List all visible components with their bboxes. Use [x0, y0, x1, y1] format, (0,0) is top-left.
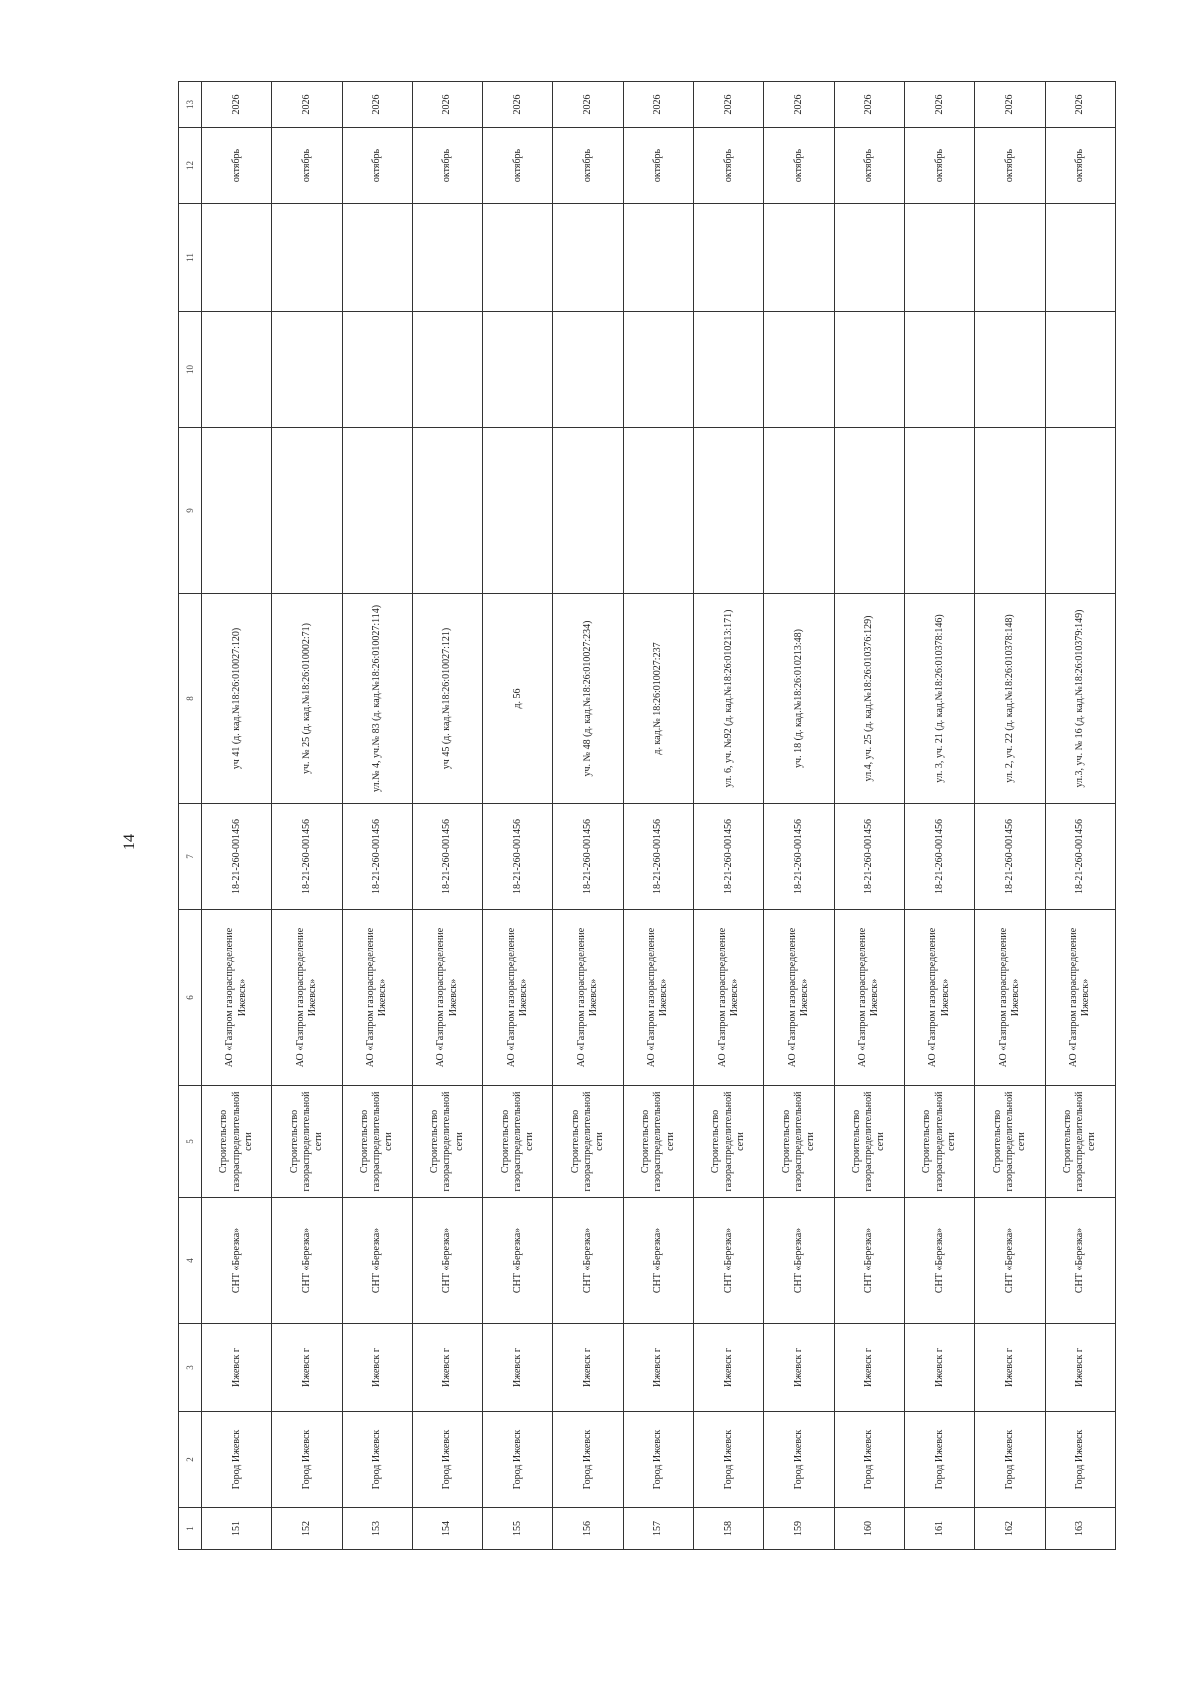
address-cell: ул. 2, уч. 22 (д. кад.№18:26:010378:148): [975, 594, 1045, 804]
settlement-cell: СНТ «Березка»: [904, 1198, 974, 1324]
rotated-table-container: [178, 82, 1116, 1550]
col11-cell: [623, 204, 693, 312]
municipality-cell: Город Ижевск: [412, 1412, 482, 1508]
settlement-cell: СНТ «Березка»: [834, 1198, 904, 1324]
col10-cell: [623, 312, 693, 428]
col10-cell: [202, 312, 272, 428]
col9-cell: [623, 428, 693, 594]
row-number-cell: 162: [975, 1508, 1045, 1550]
col11-cell: [483, 204, 553, 312]
column-number-cell: 11: [179, 204, 202, 312]
registry-table: [178, 81, 1116, 1550]
col11-cell: [694, 204, 764, 312]
year-cell: 2026: [342, 82, 412, 128]
settlement-cell: СНТ «Березка»: [694, 1198, 764, 1324]
work-type-cell: Строительство газораспределительной сети: [553, 1086, 623, 1198]
page-number: 14: [121, 834, 138, 850]
organization-cell: АО «Газпром газораспределение Ижевск»: [904, 910, 974, 1086]
settlement-cell: СНТ «Березка»: [342, 1198, 412, 1324]
year-cell: 2026: [483, 82, 553, 128]
year-cell: 2026: [904, 82, 974, 128]
address-cell: уч. № 25 (д. кад.№18:26:010002:71): [272, 594, 342, 804]
organization-cell: АО «Газпром газораспределение Ижевск»: [412, 910, 482, 1086]
row-number-cell: 159: [764, 1508, 834, 1550]
col9-cell: [202, 428, 272, 594]
year-cell: 2026: [1045, 82, 1115, 128]
col9-cell: [412, 428, 482, 594]
municipality-cell: Город Ижевск: [834, 1412, 904, 1508]
settlement-cell: СНТ «Березка»: [202, 1198, 272, 1324]
table-row: [834, 82, 904, 1550]
locality-cell: Ижевск г: [623, 1324, 693, 1412]
month-cell: октябрь: [202, 128, 272, 204]
column-number-cell: 10: [179, 312, 202, 428]
organization-cell: АО «Газпром газораспределение Ижевск»: [834, 910, 904, 1086]
municipality-cell: Город Ижевск: [342, 1412, 412, 1508]
col9-cell: [904, 428, 974, 594]
month-cell: октябрь: [764, 128, 834, 204]
col10-cell: [834, 312, 904, 428]
month-cell: октябрь: [553, 128, 623, 204]
municipality-cell: Город Ижевск: [202, 1412, 272, 1508]
col10-cell: [904, 312, 974, 428]
month-cell: октябрь: [834, 128, 904, 204]
municipality-cell: Город Ижевск: [904, 1412, 974, 1508]
code-cell: 18-21-260-001456: [1045, 804, 1115, 910]
locality-cell: Ижевск г: [694, 1324, 764, 1412]
address-cell: д. 56: [483, 594, 553, 804]
column-number-cell: 2: [179, 1412, 202, 1508]
row-number-cell: 153: [342, 1508, 412, 1550]
month-cell: октябрь: [975, 128, 1045, 204]
work-type-cell: Строительство газораспределительной сети: [975, 1086, 1045, 1198]
month-cell: октябрь: [694, 128, 764, 204]
organization-cell: АО «Газпром газораспределение Ижевск»: [694, 910, 764, 1086]
address-cell: ул.№ 4, уч.№ 83 (д. кад.№18:26:010027:114): [342, 594, 412, 804]
col10-cell: [694, 312, 764, 428]
locality-cell: Ижевск г: [834, 1324, 904, 1412]
work-type-cell: Строительство газораспределительной сети: [272, 1086, 342, 1198]
row-number-cell: 161: [904, 1508, 974, 1550]
year-cell: 2026: [694, 82, 764, 128]
code-cell: 18-21-260-001456: [904, 804, 974, 910]
row-number-cell: 155: [483, 1508, 553, 1550]
work-type-cell: Строительство газораспределительной сети: [202, 1086, 272, 1198]
code-cell: 18-21-260-001456: [272, 804, 342, 910]
column-number-cell: 9: [179, 428, 202, 594]
table-row: [412, 82, 482, 1550]
row-number-cell: 163: [1045, 1508, 1115, 1550]
organization-cell: АО «Газпром газораспределение Ижевск»: [553, 910, 623, 1086]
row-number-cell: 156: [553, 1508, 623, 1550]
organization-cell: АО «Газпром газораспределение Ижевск»: [272, 910, 342, 1086]
work-type-cell: Строительство газораспределительной сети: [342, 1086, 412, 1198]
col11-cell: [342, 204, 412, 312]
code-cell: 18-21-260-001456: [342, 804, 412, 910]
address-cell: уч 45 (д. кад.№18:26:010027:121): [412, 594, 482, 804]
table-row: [342, 82, 412, 1550]
settlement-cell: СНТ «Березка»: [1045, 1198, 1115, 1324]
row-number-cell: 158: [694, 1508, 764, 1550]
col10-cell: [412, 312, 482, 428]
table-row: [764, 82, 834, 1550]
address-cell: уч 41 (д. кад.№18:26:010027:120): [202, 594, 272, 804]
year-cell: 2026: [412, 82, 482, 128]
row-number-cell: 152: [272, 1508, 342, 1550]
municipality-cell: Город Ижевск: [975, 1412, 1045, 1508]
col11-cell: [202, 204, 272, 312]
municipality-cell: Город Ижевск: [623, 1412, 693, 1508]
month-cell: октябрь: [412, 128, 482, 204]
col11-cell: [1045, 204, 1115, 312]
table-row: [1045, 82, 1115, 1550]
organization-cell: АО «Газпром газораспределение Ижевск»: [202, 910, 272, 1086]
settlement-cell: СНТ «Березка»: [412, 1198, 482, 1324]
table-row: [272, 82, 342, 1550]
work-type-cell: Строительство газораспределительной сети: [834, 1086, 904, 1198]
col10-cell: [272, 312, 342, 428]
table-row: [553, 82, 623, 1550]
code-cell: 18-21-260-001456: [694, 804, 764, 910]
table-row: [483, 82, 553, 1550]
table-row: [904, 82, 974, 1550]
month-cell: октябрь: [904, 128, 974, 204]
locality-cell: Ижевск г: [483, 1324, 553, 1412]
address-cell: ул. 6, уч. №92 (д. кад.№18:26:010213:171): [694, 594, 764, 804]
code-cell: 18-21-260-001456: [834, 804, 904, 910]
col10-cell: [764, 312, 834, 428]
municipality-cell: Город Ижевск: [694, 1412, 764, 1508]
column-number-cell: 8: [179, 594, 202, 804]
work-type-cell: Строительство газораспределительной сети: [764, 1086, 834, 1198]
month-cell: октябрь: [1045, 128, 1115, 204]
col10-cell: [975, 312, 1045, 428]
row-number-cell: 160: [834, 1508, 904, 1550]
column-number-cell: 3: [179, 1324, 202, 1412]
organization-cell: АО «Газпром газораспределение Ижевск»: [623, 910, 693, 1086]
column-number-cell: 6: [179, 910, 202, 1086]
organization-cell: АО «Газпром газораспределение Ижевск»: [975, 910, 1045, 1086]
settlement-cell: СНТ «Березка»: [483, 1198, 553, 1324]
code-cell: 18-21-260-001456: [623, 804, 693, 910]
col9-cell: [553, 428, 623, 594]
settlement-cell: СНТ «Березка»: [272, 1198, 342, 1324]
table-row: [975, 82, 1045, 1550]
column-number-cell: 1: [179, 1508, 202, 1550]
column-number-cell: 13: [179, 82, 202, 128]
code-cell: 18-21-260-001456: [764, 804, 834, 910]
month-cell: октябрь: [483, 128, 553, 204]
code-cell: 18-21-260-001456: [975, 804, 1045, 910]
column-number-cell: 5: [179, 1086, 202, 1198]
column-number-cell: 4: [179, 1198, 202, 1324]
organization-cell: АО «Газпром газораспределение Ижевск»: [483, 910, 553, 1086]
col9-cell: [975, 428, 1045, 594]
table-row: [694, 82, 764, 1550]
month-cell: октябрь: [272, 128, 342, 204]
organization-cell: АО «Газпром газораспределение Ижевск»: [1045, 910, 1115, 1086]
col11-cell: [764, 204, 834, 312]
col11-cell: [975, 204, 1045, 312]
municipality-cell: Город Ижевск: [483, 1412, 553, 1508]
year-cell: 2026: [834, 82, 904, 128]
address-cell: ул.4, уч. 25 (д. кад.№18:26:010376:129): [834, 594, 904, 804]
organization-cell: АО «Газпром газораспределение Ижевск»: [342, 910, 412, 1086]
col11-cell: [553, 204, 623, 312]
work-type-cell: Строительство газораспределительной сети: [1045, 1086, 1115, 1198]
municipality-cell: Город Ижевск: [553, 1412, 623, 1508]
column-number-row: [179, 82, 202, 1550]
column-number-cell: 12: [179, 128, 202, 204]
settlement-cell: СНТ «Березка»: [623, 1198, 693, 1324]
code-cell: 18-21-260-001456: [202, 804, 272, 910]
col11-cell: [904, 204, 974, 312]
row-number-cell: 154: [412, 1508, 482, 1550]
work-type-cell: Строительство газораспределительной сети: [694, 1086, 764, 1198]
year-cell: 2026: [623, 82, 693, 128]
col11-cell: [834, 204, 904, 312]
locality-cell: Ижевск г: [272, 1324, 342, 1412]
locality-cell: Ижевск г: [764, 1324, 834, 1412]
locality-cell: Ижевск г: [1045, 1324, 1115, 1412]
col10-cell: [483, 312, 553, 428]
year-cell: 2026: [272, 82, 342, 128]
municipality-cell: Город Ижевск: [1045, 1412, 1115, 1508]
code-cell: 18-21-260-001456: [553, 804, 623, 910]
year-cell: 2026: [553, 82, 623, 128]
address-cell: ул. 3, уч. 21 (д. кад.№18:26:010378:146): [904, 594, 974, 804]
code-cell: 18-21-260-001456: [483, 804, 553, 910]
col10-cell: [553, 312, 623, 428]
settlement-cell: СНТ «Березка»: [553, 1198, 623, 1324]
column-number-cell: 7: [179, 804, 202, 910]
address-cell: ул.3, уч. № 16 (д. кад.№18:26:010379:149): [1045, 594, 1115, 804]
month-cell: октябрь: [342, 128, 412, 204]
locality-cell: Ижевск г: [412, 1324, 482, 1412]
row-number-cell: 151: [202, 1508, 272, 1550]
year-cell: 2026: [202, 82, 272, 128]
col9-cell: [694, 428, 764, 594]
col10-cell: [342, 312, 412, 428]
col9-cell: [834, 428, 904, 594]
year-cell: 2026: [764, 82, 834, 128]
work-type-cell: Строительство газораспределительной сети: [904, 1086, 974, 1198]
municipality-cell: Город Ижевск: [764, 1412, 834, 1508]
municipality-cell: Город Ижевск: [272, 1412, 342, 1508]
locality-cell: Ижевск г: [553, 1324, 623, 1412]
address-cell: уч. 18 (д. кад.№18:26:010213:48): [764, 594, 834, 804]
col11-cell: [412, 204, 482, 312]
col9-cell: [272, 428, 342, 594]
col10-cell: [1045, 312, 1115, 428]
col9-cell: [1045, 428, 1115, 594]
year-cell: 2026: [975, 82, 1045, 128]
work-type-cell: Строительство газораспределительной сети: [483, 1086, 553, 1198]
table-row: [202, 82, 272, 1550]
locality-cell: Ижевск г: [202, 1324, 272, 1412]
code-cell: 18-21-260-001456: [412, 804, 482, 910]
settlement-cell: СНТ «Березка»: [975, 1198, 1045, 1324]
address-cell: д. кад.№ 18:26:010027:237: [623, 594, 693, 804]
col9-cell: [483, 428, 553, 594]
col9-cell: [764, 428, 834, 594]
work-type-cell: Строительство газораспределительной сети: [412, 1086, 482, 1198]
col9-cell: [342, 428, 412, 594]
month-cell: октябрь: [623, 128, 693, 204]
locality-cell: Ижевск г: [342, 1324, 412, 1412]
table-row: [623, 82, 693, 1550]
settlement-cell: СНТ «Березка»: [764, 1198, 834, 1324]
address-cell: уч. № 48 (д. кад.№18:26:010027:234): [553, 594, 623, 804]
organization-cell: АО «Газпром газораспределение Ижевск»: [764, 910, 834, 1086]
locality-cell: Ижевск г: [975, 1324, 1045, 1412]
locality-cell: Ижевск г: [904, 1324, 974, 1412]
work-type-cell: Строительство газораспределительной сети: [623, 1086, 693, 1198]
row-number-cell: 157: [623, 1508, 693, 1550]
col11-cell: [272, 204, 342, 312]
